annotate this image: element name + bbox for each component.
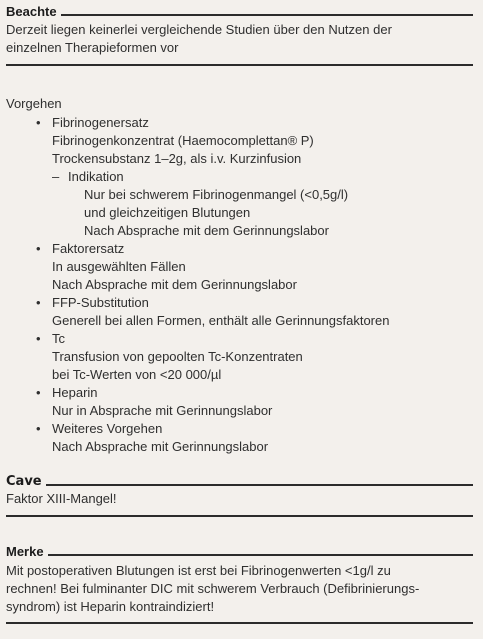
item-heading: Weiteres Vorgehen	[52, 421, 163, 436]
merke-body	[6, 562, 473, 616]
sub-item-line: und gleichzeitigen Blutungen	[84, 205, 251, 220]
item-line: Transfusion von gepoolten Tc-Konzentraten	[52, 349, 303, 364]
merke-header	[6, 545, 473, 559]
cave-header-rule	[46, 484, 473, 486]
dash-icon: –	[52, 169, 60, 184]
bullet-icon: •	[36, 115, 41, 130]
merke-line: syndrom) ist Heparin kontraindiziert!	[6, 599, 215, 614]
item-line: In ausgewählten Fällen	[52, 259, 186, 274]
beachte-body	[6, 21, 473, 57]
beachte-title: Beachte	[6, 4, 57, 19]
beachte-header	[6, 5, 473, 19]
vorgehen-label: Vorgehen	[6, 96, 62, 111]
sub-item-line: Nach Absprache mit dem Gerinnungslabor	[84, 223, 329, 238]
item-heading: Faktorersatz	[52, 241, 125, 256]
cave-body	[6, 490, 473, 508]
item-heading: Heparin	[52, 385, 98, 400]
item-heading: Fibrinogenersatz	[52, 115, 149, 130]
item-line: Trockensubstanz 1–2g, als i.v. Kurzinfusion	[52, 151, 302, 166]
cave-title: Cave	[6, 474, 42, 489]
bullet-icon: •	[36, 295, 41, 310]
beachte-line: Derzeit liegen keinerlei vergleichende Studien über den Nutzen der	[6, 22, 392, 37]
bullet-icon: •	[36, 421, 41, 436]
sub-item-heading: Indikation	[68, 169, 124, 184]
vorgehen-list	[0, 114, 483, 456]
item-line: Nach Absprache mit Gerinnungslabor	[52, 439, 269, 454]
item-line: Fibrinogenkonzentrat (Haemocomplettan® P)	[52, 133, 314, 148]
bullet-icon: •	[36, 331, 41, 346]
merke-title: Merke	[6, 544, 44, 559]
item-heading: Tc	[52, 331, 65, 346]
sub-item-line: Nur bei schwerem Fibrinogenmangel (<0,5g/l)	[84, 187, 349, 202]
beachte-header-rule	[61, 14, 473, 16]
list-item	[0, 330, 483, 384]
beachte-end-rule	[6, 64, 473, 66]
item-line: Nur in Absprache mit Gerinnungslabor	[52, 403, 273, 418]
merke-header-rule	[48, 554, 473, 556]
list-item	[0, 384, 483, 420]
merke-end-rule	[6, 622, 473, 624]
item-line: Generell bei allen Formen, enthält alle Gerinnungsfaktoren	[52, 313, 390, 328]
cave-header	[6, 475, 473, 489]
item-heading: FFP-Substitution	[52, 295, 149, 310]
bullet-icon: •	[36, 241, 41, 256]
item-line: bei Tc-Werten von <20 000/µl	[52, 367, 222, 382]
merke-line: Mit postoperativen Blutungen ist erst bei Fibrinogenwerten <1g/l zu	[6, 563, 391, 578]
cave-line: Faktor XIII-Mangel!	[6, 491, 117, 506]
list-item	[0, 114, 483, 240]
beachte-line: einzelnen Therapieformen vor	[6, 40, 179, 55]
list-item	[0, 294, 483, 330]
merke-line: rechnen! Bei fulminanter DIC mit schwerem Verbrauch (Defibrinierungs-	[6, 581, 420, 596]
item-line: Nach Absprache mit dem Gerinnungslabor	[52, 277, 297, 292]
list-item	[0, 420, 483, 456]
cave-end-rule	[6, 515, 473, 517]
list-item	[0, 240, 483, 294]
sub-item	[52, 168, 483, 240]
bullet-icon: •	[36, 385, 41, 400]
